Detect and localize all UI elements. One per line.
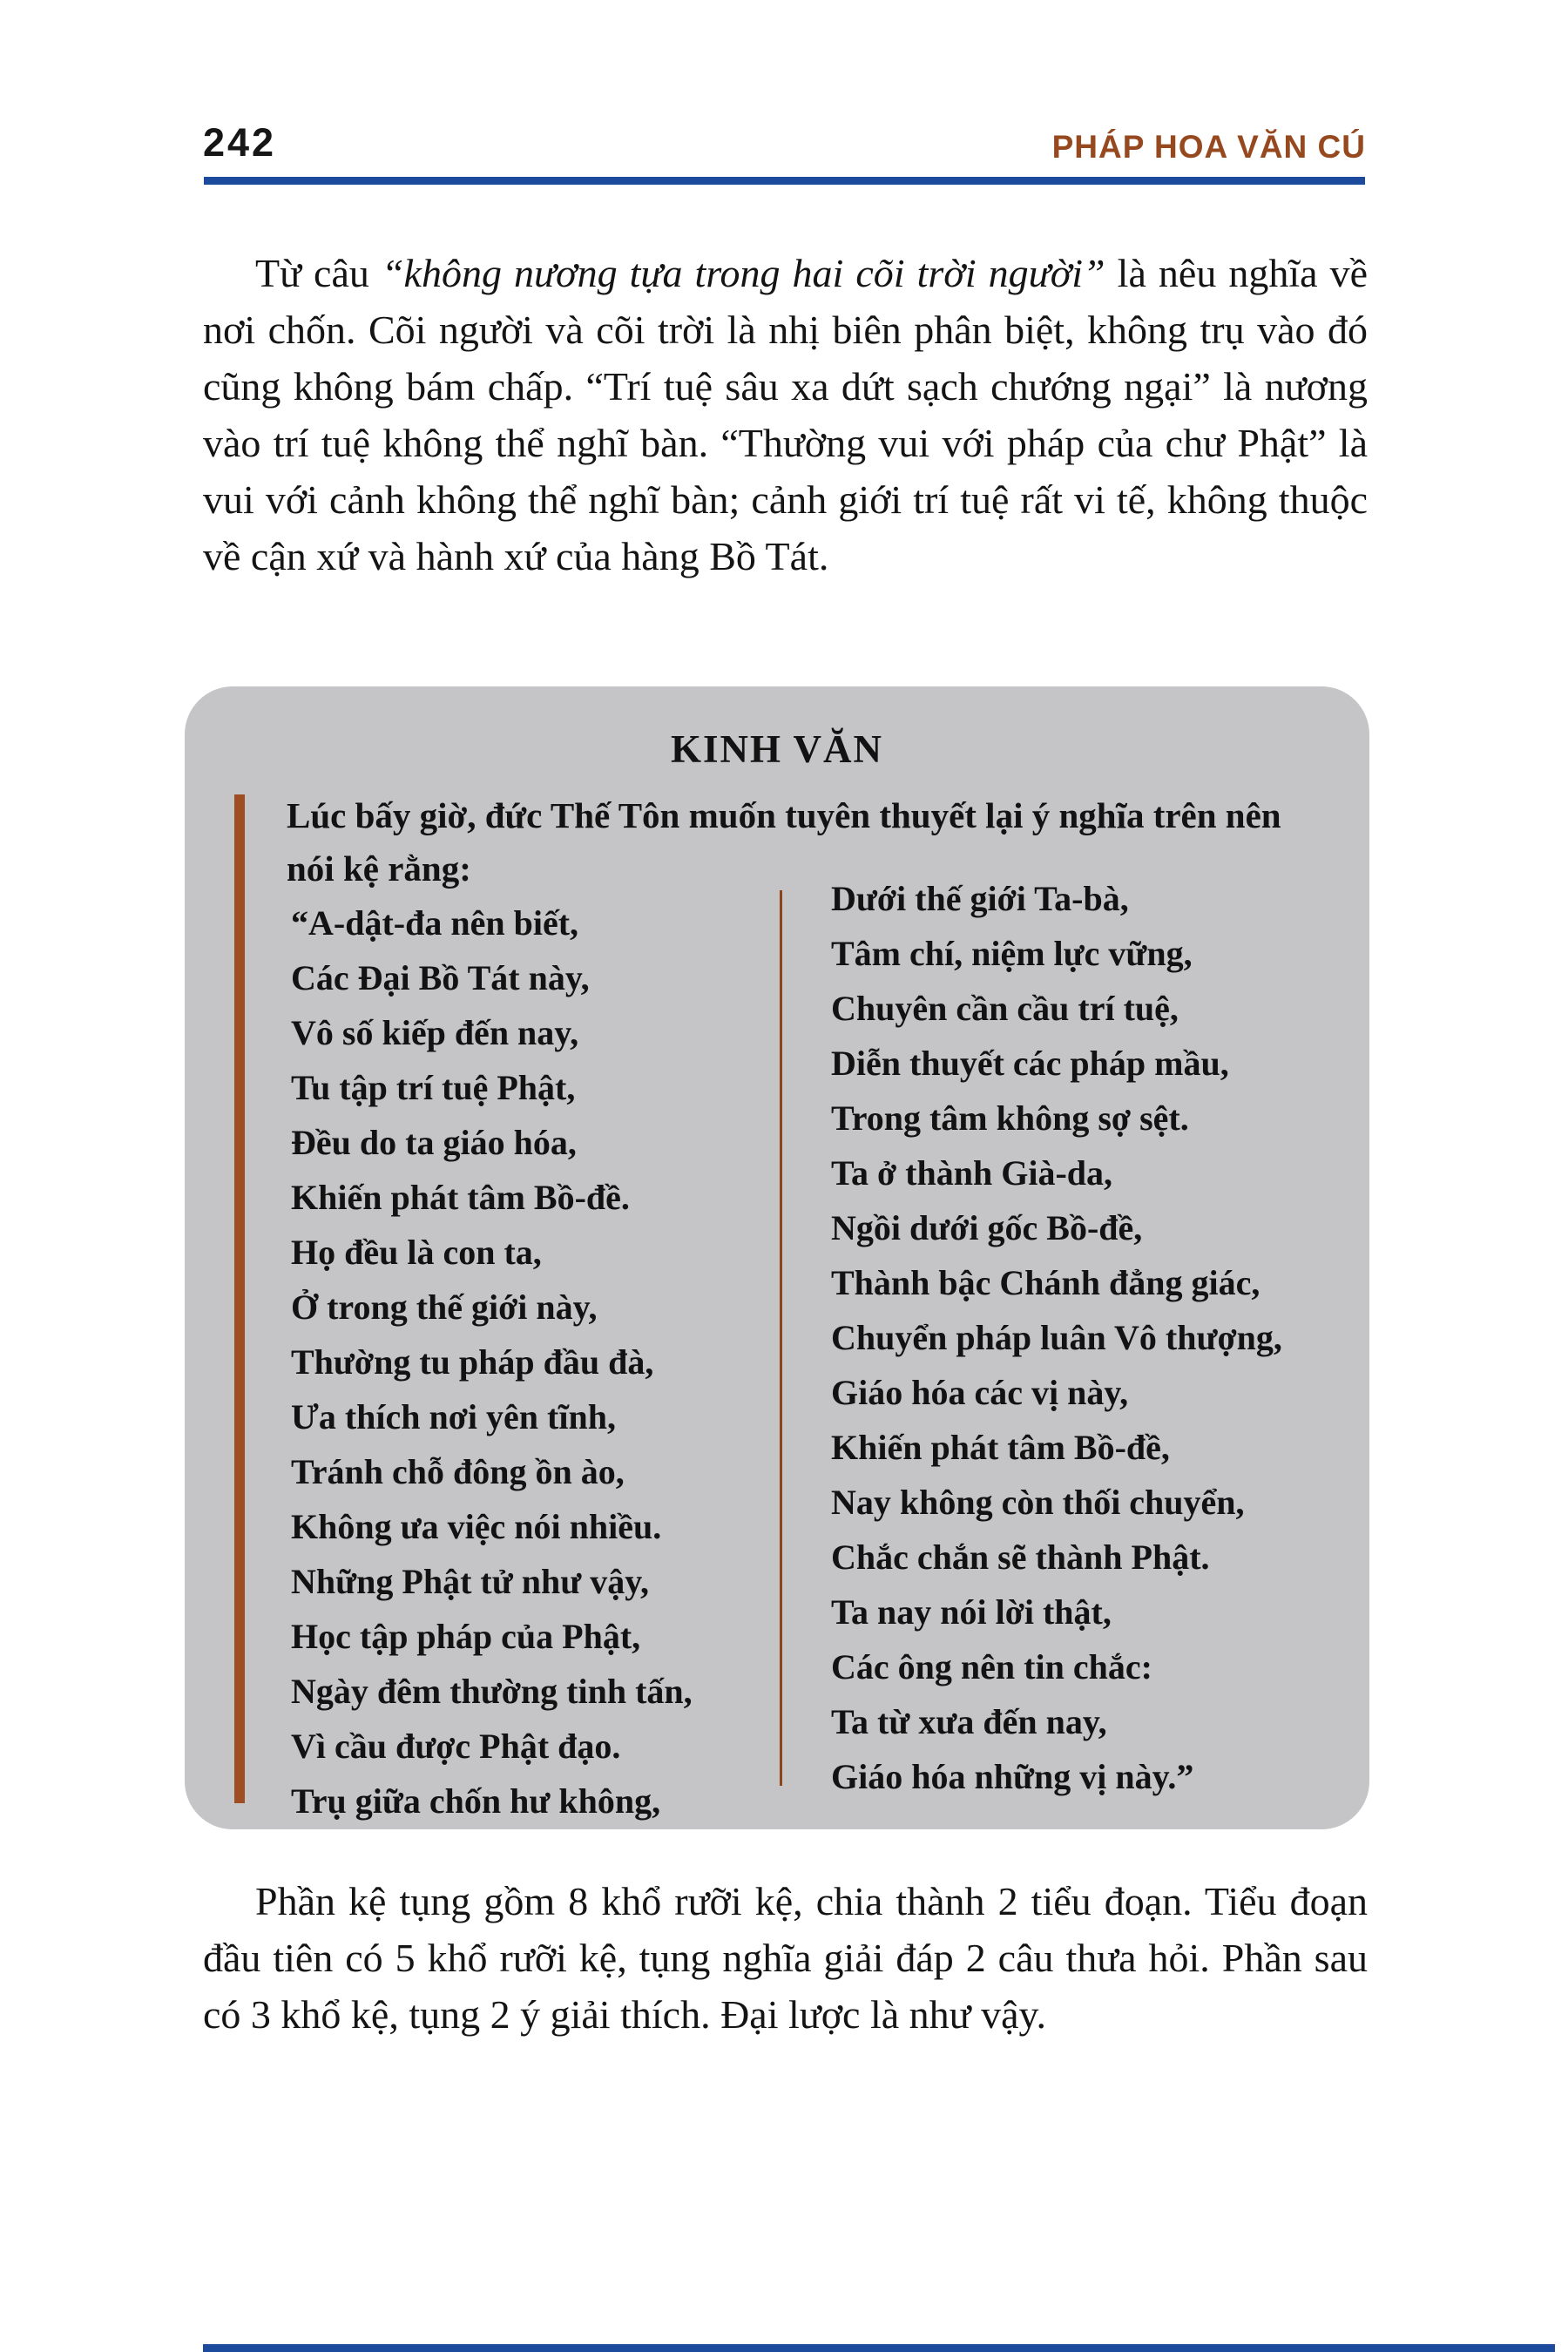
verse-line: Chắc chắn sẽ thành Phật. (831, 1538, 1210, 1577)
quote-left-bar (234, 794, 245, 1803)
running-title: PHÁP HOA VĂN CÚ (1051, 129, 1366, 165)
verse-line: Họ đều là con ta, (291, 1233, 542, 1272)
verse-line: Trong tâm không sợ sệt. (831, 1098, 1189, 1138)
verse-line: Giáo hóa các vị này, (831, 1373, 1129, 1412)
verse-line: Ta nay nói lời thật, (831, 1592, 1112, 1632)
verse-line: Tâm chí, niệm lực vững, (831, 934, 1193, 973)
verse-line: Ta từ xưa đến nay, (831, 1702, 1107, 1741)
verse-line: Tu tập trí tuệ Phật, (291, 1068, 576, 1107)
verse-line: Giáo hóa những vị này.” (831, 1757, 1194, 1796)
verse-line: Ngồi dưới gốc Bồ-đề, (831, 1208, 1143, 1247)
paragraph-2-text: Phần kệ tụng gồm 8 khổ rưỡi kệ, chia thành 2 tiểu đoạn. Tiểu đoạn đầu tiên có 5 khổ rưỡi kệ, tụng nghĩa giải đáp 2 câu thưa hỏi. Phần sau có 3 khổ kệ, tụng 2 ý giải thích. Đại lược là như vậy. (203, 1879, 1368, 2037)
intro-line: Lúc bấy giờ, đức Thế Tôn muốn tuyên thuyết lại ý nghĩa trên nên (287, 795, 1281, 835)
verse-line: Vô số kiếp đến nay, (291, 1013, 579, 1052)
verse-line: Vì cầu được Phật đạo. (291, 1727, 621, 1766)
page-number: 242 (203, 120, 277, 165)
sutra-quote-box (185, 686, 1369, 1829)
verse-line: Khiến phát tâm Bồ-đề, (831, 1428, 1170, 1467)
verse-column-right (831, 871, 1358, 1804)
verse-line: Đều do ta giáo hóa, (291, 1123, 577, 1162)
body-paragraph-1 (203, 245, 1368, 585)
verse-line: Ưa thích nơi yên tĩnh, (291, 1397, 616, 1436)
body-paragraph-2 (203, 1873, 1368, 2043)
verse-line: Các Đại Bồ Tát này, (291, 958, 590, 997)
sutra-box-title: KINH VĂN (671, 727, 883, 771)
paragraph-1-italic-quote: “không nương tựa trong hai cõi trời người” (381, 251, 1105, 295)
verse-column-divider (780, 890, 782, 1786)
verse-line: Ở trong thế giới này, (291, 1288, 598, 1327)
intro-line: nói kệ rằng: (287, 848, 471, 889)
verse-line: Chuyên cần cầu trí tuệ, (831, 989, 1179, 1028)
verse-line: Khiến phát tâm Bồ-đề. (291, 1178, 630, 1217)
verse-line: Trụ giữa chốn hư không, (291, 1781, 661, 1821)
verse-line: Nay không còn thối chuyển, (831, 1483, 1245, 1522)
verse-line: Thường tu pháp đầu đà, (291, 1342, 654, 1382)
verse-line: Những Phật tử như vậy, (291, 1562, 649, 1601)
verse-line: Không ưa việc nói nhiều. (291, 1507, 662, 1546)
verse-line: Ngày đêm thường tinh tấn, (291, 1672, 693, 1711)
verse-line: Chuyển pháp luân Vô thượng, (831, 1318, 1282, 1357)
verse-line: Tránh chỗ đông ồn ào, (291, 1452, 625, 1491)
verse-line: “A-dật-đa nên biết, (291, 903, 579, 943)
paragraph-1-rest: là nêu nghĩa về nơi chốn. Cõi người và cõi trời là nhị biên phân biệt, không trụ vào đó cũng không bám chấp. “Trí tuệ sâu xa dứt sạch chướng ngại” là nương vào trí tuệ không thể nghĩ bàn. “Thường vui với pháp của chư Phật” là vui với cảnh không thể nghĩ bàn; cảnh giới trí tuệ rất vi tế, không thuộc về cận xứ và hành xứ của hàng Bồ Tát. (203, 251, 1368, 578)
paragraph-1-lead: Từ câu (255, 251, 382, 295)
verse-line: Ta ở thành Già-da, (831, 1153, 1113, 1193)
header-rule (204, 177, 1365, 185)
page-bottom-rule (203, 2344, 1555, 2352)
verse-line: Thành bậc Chánh đẳng giác, (831, 1263, 1260, 1302)
verse-line: Dưới thế giới Ta-bà, (831, 879, 1129, 918)
verse-column-left (291, 896, 779, 1828)
verse-line: Học tập pháp của Phật, (291, 1617, 641, 1656)
verse-line: Các ông nên tin chắc: (831, 1647, 1152, 1686)
verse-line: Diễn thuyết các pháp mầu, (831, 1044, 1229, 1083)
